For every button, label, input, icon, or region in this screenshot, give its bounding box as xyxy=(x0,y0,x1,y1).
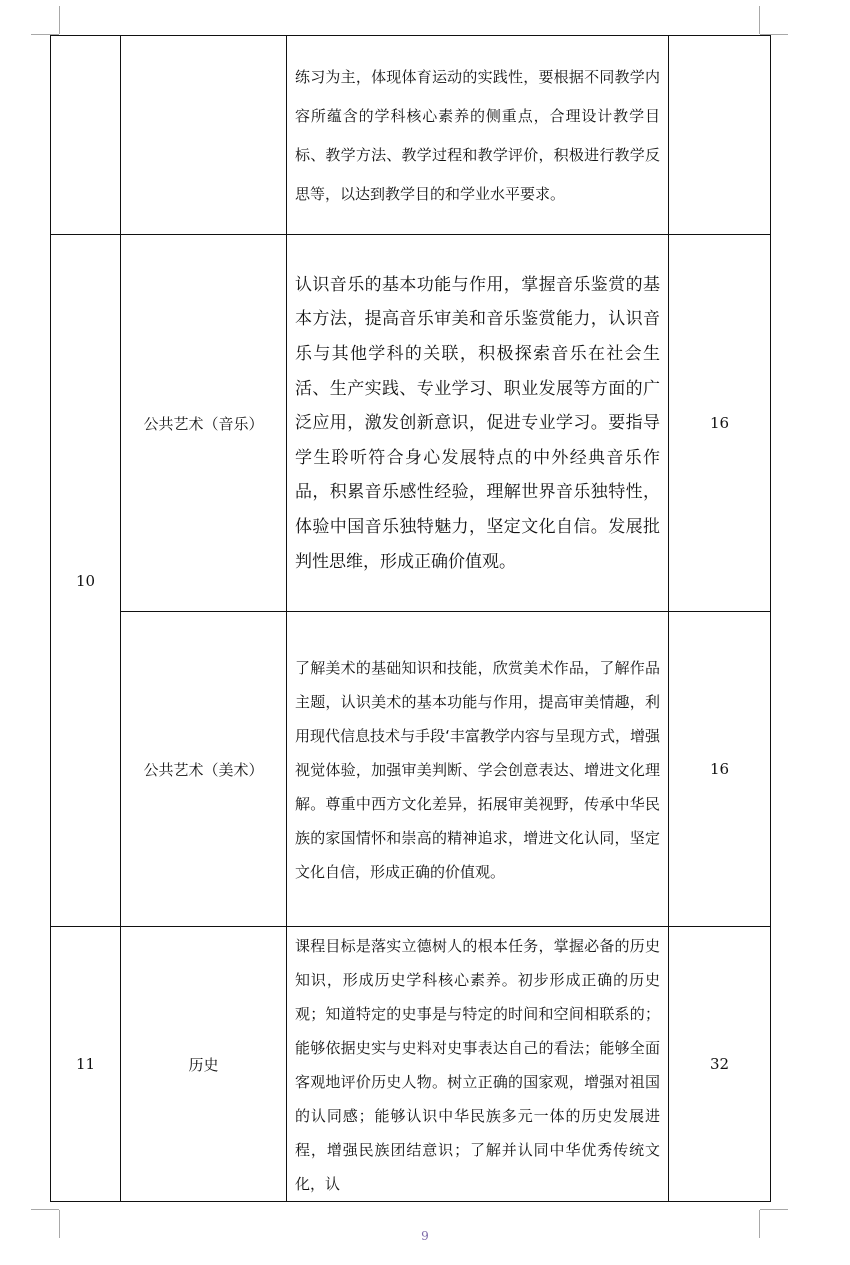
table-row xyxy=(51,235,771,612)
course-description-cell xyxy=(287,612,669,927)
course-hours: 16 xyxy=(669,612,771,927)
course-name: 公共艺术（美术） xyxy=(121,612,287,927)
crop-mark-top-right-v xyxy=(759,6,760,34)
table-row xyxy=(51,927,771,1202)
page-number: 9 xyxy=(421,1229,429,1243)
course-description-cell xyxy=(287,36,669,235)
crop-mark-bottom-right-h xyxy=(760,1209,788,1210)
row-number: 10 xyxy=(51,235,121,927)
course-description-cell xyxy=(287,235,669,612)
course-table xyxy=(50,35,771,1202)
course-description: 认识音乐的基本功能与作用，掌握音乐鉴赏的基本方法，提高音乐审美和音乐鉴赏能力，认识音乐与其他学科的关联，积极探索音乐在社会生活、生产实践、专业学习、职业发展等方面的广泛应用，激发创新意识，促进专业学习。要指导学生聆听符合身心发展特点的中外经典音乐作品，积累音乐感性经验，理解世界音乐独特性，体验中国音乐独特魅力，坚定文化自信。发展批判性思维，形成正确价值观。 xyxy=(295,274,660,572)
table-row xyxy=(51,612,771,927)
course-hours: 32 xyxy=(669,927,771,1202)
course-name xyxy=(121,36,287,235)
course-name: 历史 xyxy=(121,927,287,1202)
row-number xyxy=(51,36,121,235)
course-description: 了解美术的基础知识和技能，欣赏美术作品，了解作品主题，认识美术的基本功能与作用，提高审美情趣，利用现代信息技术与手段‘丰富教学内容与呈现方式，增强视觉体验，加强审美判断、学会创意表达、增进文化理解。尊重中西方文化差异，拓展审美视野，传承中华民族的家国情怀和崇高的精神追求，增进文化认同，坚定文化自信，形成正确的价值观。 xyxy=(295,659,660,881)
course-description: 课程目标是落实立德树人的根本任务，掌握必备的历史知识，形成历史学科核心素养。初步形成正确的历史观；知道特定的史事是与特定的时间和空间相联系的；能够依据史实与史料对史事表达自己的看法；能够全面客观地评价历史人物。树立正确的国家观，增强对祖国的认同感；能够认识中华民族多元一体的历史发展进程，增强民族团结意识；了解并认同中华优秀传统文化，认 xyxy=(295,937,660,1193)
course-description: 练习为主，体现体育运动的实践性，要根据不同教学内容所蕴含的学科核心素养的侧重点，合理设计教学目标、教学方法、教学过程和教学评价，积极进行教学反思等，以达到教学目的和学业水平要求。 xyxy=(295,67,660,203)
course-hours: 16 xyxy=(669,235,771,612)
crop-mark-top-left-v xyxy=(59,6,60,34)
table-row xyxy=(51,36,771,235)
row-number: 11 xyxy=(51,927,121,1202)
course-description-cell xyxy=(287,927,669,1202)
course-name: 公共艺术（音乐） xyxy=(121,235,287,612)
course-hours xyxy=(669,36,771,235)
crop-mark-bottom-left-h xyxy=(31,1209,59,1210)
